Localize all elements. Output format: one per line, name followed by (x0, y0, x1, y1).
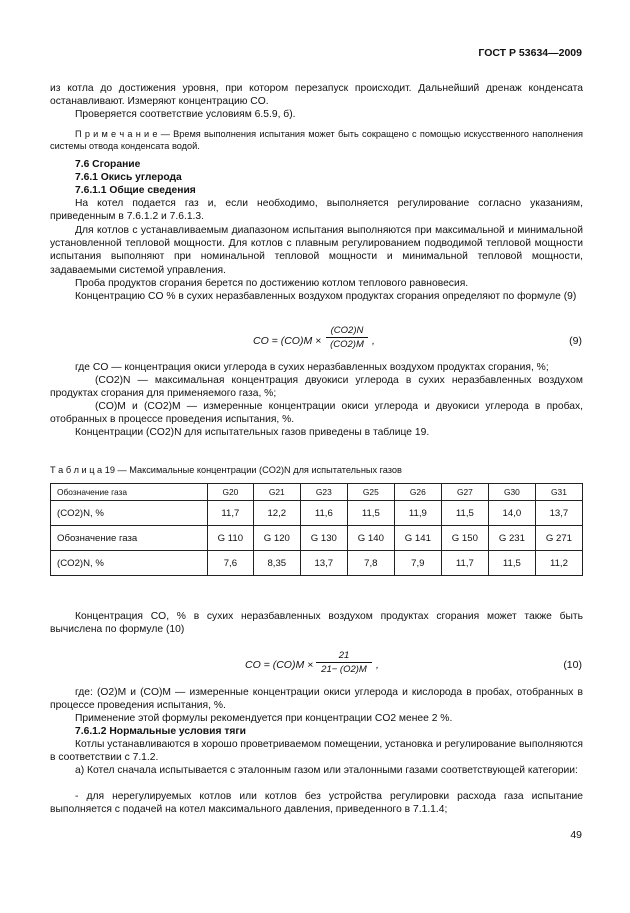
paragraph: На котел подается газ и, если необходимо, выполняется регулирование согласно указаниям, приведенным в 7.6.1.2 и 7.6.1.3. (50, 198, 583, 223)
table-cell: 13,7 (300, 551, 347, 576)
formula-10-number: (10) (563, 659, 582, 671)
table-cell: G26 (394, 484, 441, 501)
row-label: Обозначение газа (51, 484, 208, 501)
section-heading: 7.6.1.2 Нормальные условия тяги (75, 726, 246, 737)
table-row (51, 501, 583, 526)
table-cell: G30 (488, 484, 535, 501)
formula-9-lhs: CO = (CO)M × (253, 335, 322, 347)
formula-10-tail: , (376, 659, 379, 671)
paragraph: Концентрация CO, % в сухих неразбавленных воздухом продуктах сгорания может также быть вычислена по формуле (10) (50, 611, 583, 636)
table-row (51, 551, 583, 576)
paragraph: а) Котел сначала испытывается с эталонным газом или эталонными газами соответствующей категории: (75, 765, 578, 776)
table-cell: G25 (347, 484, 394, 501)
table-cell: 14,0 (488, 501, 535, 526)
note (50, 128, 583, 152)
paragraph: Проверяется соответствие условиям 6.5.9, б). (75, 109, 296, 120)
table-cell: G 130 (300, 526, 347, 551)
table-cell: G 120 (253, 526, 300, 551)
table-cell: G23 (300, 484, 347, 501)
row-label: (CO2)N, % (51, 551, 208, 576)
table-cell: G 231 (488, 526, 535, 551)
paragraph: из котла до достижения уровня, при котором перезапуск происходит. Дальнейший дренаж конденсата останавливают. Измеряют концентрацию CO. (50, 83, 583, 108)
section-heading: 7.6 Сгорание (75, 159, 141, 170)
paragraph: Проба продуктов сгорания берется по достижению котлом теплового равновесия. (75, 278, 469, 289)
table-cell: 11,7 (441, 551, 488, 576)
table-cell: 11,6 (300, 501, 347, 526)
table-cell: G20 (208, 484, 254, 501)
paragraph: где: (O2)M и (CO)M — измеренные концентрации окиси углерода и кислорода в пробах, отобранных в процессе проведения испытания, %. (50, 687, 583, 712)
table-cell: G 271 (535, 526, 582, 551)
formula-9-number: (9) (569, 335, 582, 347)
table-cell: 7,6 (208, 551, 254, 576)
formula-9-fraction (326, 325, 368, 350)
table-caption: Т а б л и ц а 19 — Максимальные концентрации (CO2)N для испытательных газов (50, 465, 402, 475)
table-cell: 11,5 (488, 551, 535, 576)
table-cell: G 150 (441, 526, 488, 551)
note-label: П р и м е ч а н и е (75, 129, 158, 139)
paragraph: Для котлов с устанавливаемым диапазоном испытания выполняются при максимальной и минимальной установленной тепловой мощности. Для котлов с плавным регулированием подводимой тепловой мощности испытания выполняют при номинальной тепловой мощности и минимальной тепловой мощности, задаваемыми системой управления. (50, 225, 583, 276)
gas-table (50, 483, 583, 576)
formula-10-numerator: 21 (338, 650, 350, 661)
paragraph: Применение этой формулы рекомендуется при концентрации CO2 менее 2 %. (75, 713, 453, 724)
table-row (51, 484, 583, 501)
definition: где CO — концентрация окиси углерода в сухих неразбавленных воздухом продуктах сгорания, %; (75, 362, 549, 373)
document-header: ГОСТ Р 53634—2009 (478, 47, 582, 59)
table-row (51, 526, 583, 551)
note-text: — Время выполнения испытания может быть сокращено с помощью искусственного наполнения системы отвода конденсата водой. (50, 129, 583, 151)
table-cell: G 141 (394, 526, 441, 551)
table-cell: 7,9 (394, 551, 441, 576)
formula-9-tail: , (372, 335, 375, 347)
formula-10-denominator: 21− (O2)M (321, 664, 367, 675)
row-label: (CO2)N, % (51, 501, 208, 526)
table-cell: G27 (441, 484, 488, 501)
table-cell: 8,35 (253, 551, 300, 576)
definition: (CO2)N — максимальная концентрация двуокиси углерода в сухих неразбавленных воздухом продуктах сгорания для применяемого газа, %; (50, 375, 583, 400)
table-cell: 11,5 (441, 501, 488, 526)
table-cell: 11,5 (347, 501, 394, 526)
table-cell: 13,7 (535, 501, 582, 526)
table-cell: G31 (535, 484, 582, 501)
page-number: 49 (570, 829, 582, 841)
row-label: Обозначение газа (51, 526, 208, 551)
definition: (CO)M и (CO2)M — измеренные концентрации окиси углерода и двуокиси углерода в пробах, отобранных в процессе проведения испытания, %. (50, 401, 583, 426)
section-heading: 7.6.1.1 Общие сведения (75, 185, 196, 196)
table-cell: 11,7 (208, 501, 254, 526)
formula-10-lhs: CO = (CO)M × (245, 659, 314, 671)
paragraph: Котлы устанавливаются в хорошо проветриваемом помещении, установка и регулирование выполняются в соответствии с 7.1.2. (50, 739, 583, 764)
table-cell: 11,2 (535, 551, 582, 576)
section-heading: 7.6.1 Окись углерода (75, 172, 182, 183)
paragraph: Концентрацию CO % в сухих неразбавленных воздухом продуктах сгорания определяют по формуле (9) (75, 291, 577, 302)
formula-10-fraction (316, 650, 372, 675)
table-cell: G21 (253, 484, 300, 501)
paragraph: Концентрации (CO2)N для испытательных газов приведены в таблице 19. (75, 427, 430, 438)
table-cell: G 110 (208, 526, 254, 551)
formula-9-numerator: (CO2)N (330, 325, 364, 336)
table-cell: 7,8 (347, 551, 394, 576)
paragraph: - для нерегулируемых котлов или котлов без устройства регулировки расхода газа испытание выполняется с подачей на котел максимального давления, приведенного в 7.1.1.4; (50, 791, 583, 816)
table-cell: G 140 (347, 526, 394, 551)
formula-9-denominator: (CO2)M (330, 339, 364, 350)
table-cell: 12,2 (253, 501, 300, 526)
table-cell: 11,9 (394, 501, 441, 526)
